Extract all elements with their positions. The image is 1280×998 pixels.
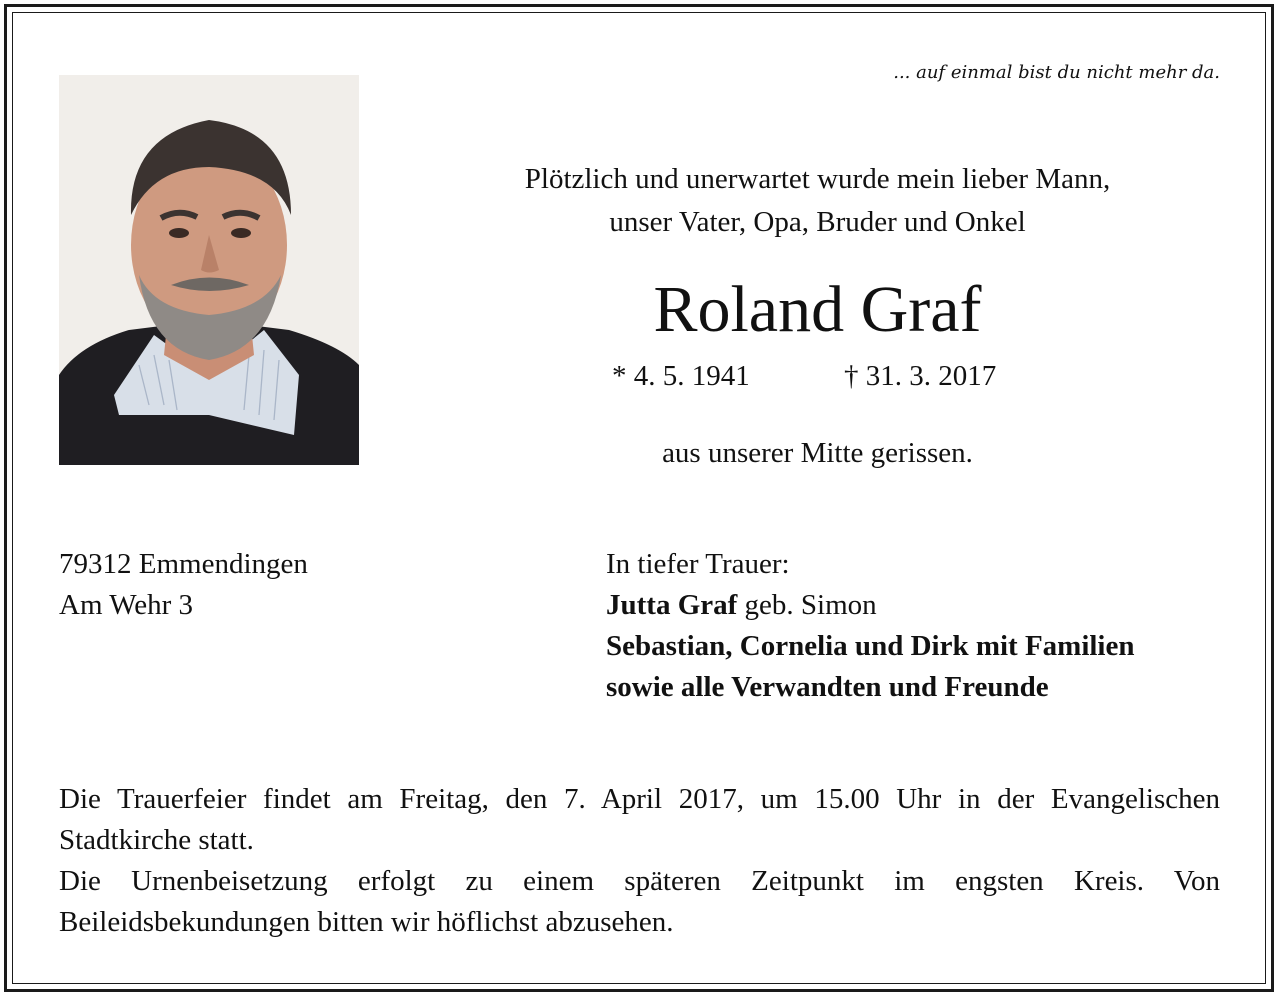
spouse-maiden-name: geb. Simon: [737, 589, 877, 621]
intro-line-2: unser Vater, Opa, Bruder und Onkel: [609, 206, 1026, 238]
funeral-notice: [59, 779, 1220, 943]
spouse-name: Jutta Graf: [606, 589, 738, 621]
funeral-service-paragraph: Die Trauerfeier findet am Freitag, den 7. April 2017, um 15.00 Uhr in der Evangelischen Stadtkirche statt.: [59, 783, 1220, 856]
address-block: [59, 544, 308, 626]
death-date: † 31. 3. 2017: [844, 360, 997, 392]
intro-line-1: Plötzlich und unerwartet wurde mein lieber Mann,: [524, 163, 1111, 195]
address-line-1: 79312 Emmendingen: [59, 548, 308, 580]
urn-burial-paragraph: Die Urnenbeisetzung erfolgt zu einem späteren Zeitpunkt im engsten Kreis. Von Beileidsbekundungen bitten wir höflichst abzusehen.: [59, 865, 1220, 938]
portrait-photo-icon: [59, 75, 359, 465]
motto-text: ... auf einmal bist du nicht mehr da.: [893, 62, 1220, 83]
relatives-line: sowie alle Verwandten und Freunde: [606, 671, 1049, 703]
spouse-line: [606, 585, 1135, 626]
deceased-name: Roland Graf: [653, 273, 982, 346]
intro-text: [420, 158, 1215, 244]
portrait-photo: [59, 75, 359, 465]
mourners-block: [606, 544, 1135, 708]
mourning-heading: In tiefer Trauer:: [606, 548, 790, 580]
birth-date: * 4. 5. 1941: [612, 360, 750, 392]
outro-text: aus unserer Mitte gerissen.: [662, 437, 973, 469]
children-line: Sebastian, Cornelia und Dirk mit Familien: [606, 630, 1135, 662]
address-line-2: Am Wehr 3: [59, 589, 194, 621]
